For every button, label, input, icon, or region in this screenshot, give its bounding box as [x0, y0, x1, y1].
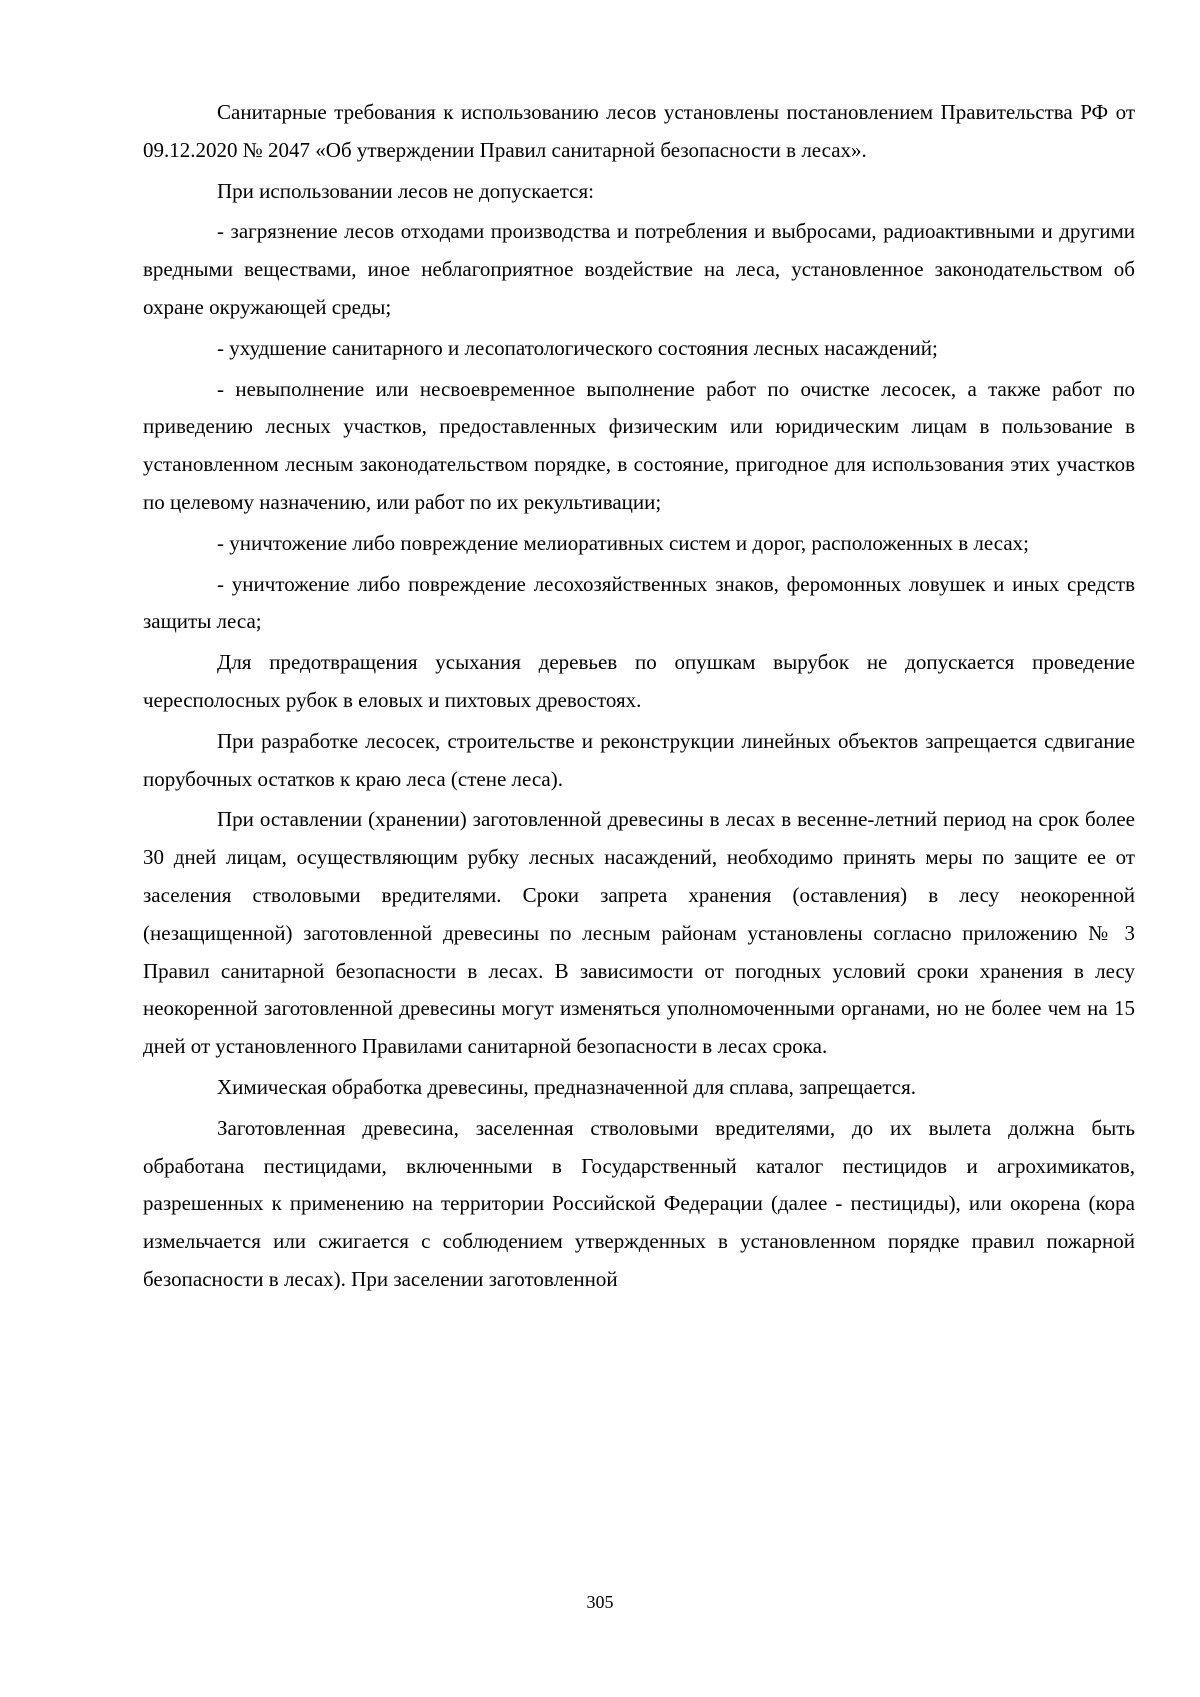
- paragraph-infested-wood-treatment: Заготовленная древесина, заселенная стволовыми вредителями, до их вылета должна быть обработана пестицидами, включенными в Государственный каталог пестицидов и агрохимикатов, разрешенных к применению на территории Российской Федерации (далее - пестициды), или окорена (кора измельчается или сжигается с соблюдением утвержденных в установленном порядке правил пожарной безопасности в лесах). При заселении заготовленной: [143, 1115, 1135, 1291]
- paragraph-wood-storage: При оставлении (хранении) заготовленной древесины в лесах в весенне-летний период на срок более 30 дней лицам, осуществляющим рубку лесных насаждений, необходимо принять меры по защите ее от заселения стволовыми вредителями. Сроки запрета хранения (оставления) в лесу неокоренной (незащищенной) заготовленной древесины по лесным районам установлены согласно приложению № 3 Правил санитарной безопасности в лесах. В зависимости от погодных условий сроки хранения в лесу неокоренной заготовленной древесины могут изменяться уполномоченными органами, но не более чем на 15 дней от установленного Правилами санитарной безопасности в лесах срока.: [143, 807, 1135, 1059]
- list-item-pollution: - загрязнение лесов отходами производства и потребления и выбросами, радиоактивными и другими вредными веществами, иное неблагоприятное воздействие на леса, установленное законодательством об охране окружающей среды;: [143, 219, 1135, 319]
- paragraph-not-allowed-intro: При использовании лесов не допускается:: [217, 178, 594, 203]
- paragraph-chemical-treatment-ban: Химическая обработка древесины, предназначенной для сплава, запрещается.: [217, 1074, 917, 1099]
- list-item-forest-signs-damage: - уничтожение либо повреждение лесохозяйственных знаков, феромонных ловушек и иных средств защиты леса;: [143, 571, 1135, 634]
- paragraph-drying-prevention: Для предотвращения усыхания деревьев по опушкам вырубок не допускается проведение чересполосных рубок в еловых и пихтовых древостоях.: [143, 650, 1135, 712]
- page-number: 305: [586, 1592, 614, 1612]
- paragraph-residue-pushing-ban: При разработке лесосек, строительстве и реконструкции линейных объектов запрещается сдвигание порубочных остатков к краю леса (стене леса).: [143, 728, 1135, 791]
- list-item-drainage-roads-damage: - уничтожение либо повреждение мелиоративных систем и дорог, расположенных в лесах;: [217, 530, 1029, 555]
- list-item-sanitary-deterioration: - ухудшение санитарного и лесопатологического состояния лесных насаждений;: [217, 335, 938, 360]
- paragraph-sanitary-requirements: Санитарные требования к использованию лесов установлены постановлением Правительства РФ от 09.12.2020 № 2047 «Об утверждении Правил санитарной безопасности в лесах».: [143, 100, 1135, 162]
- document-body: [143, 94, 1135, 1302]
- list-item-cleanup-failure: - невыполнение или несвоевременное выполнение работ по очистке лесосек, а также работ по приведению лесных участков, предоставленных физическим или юридическим лицам в пользование в установленном лесным законодательством порядке, в состояние, пригодное для использования этих участков по целевому назначению, или работ по их рекультивации;: [143, 376, 1135, 514]
